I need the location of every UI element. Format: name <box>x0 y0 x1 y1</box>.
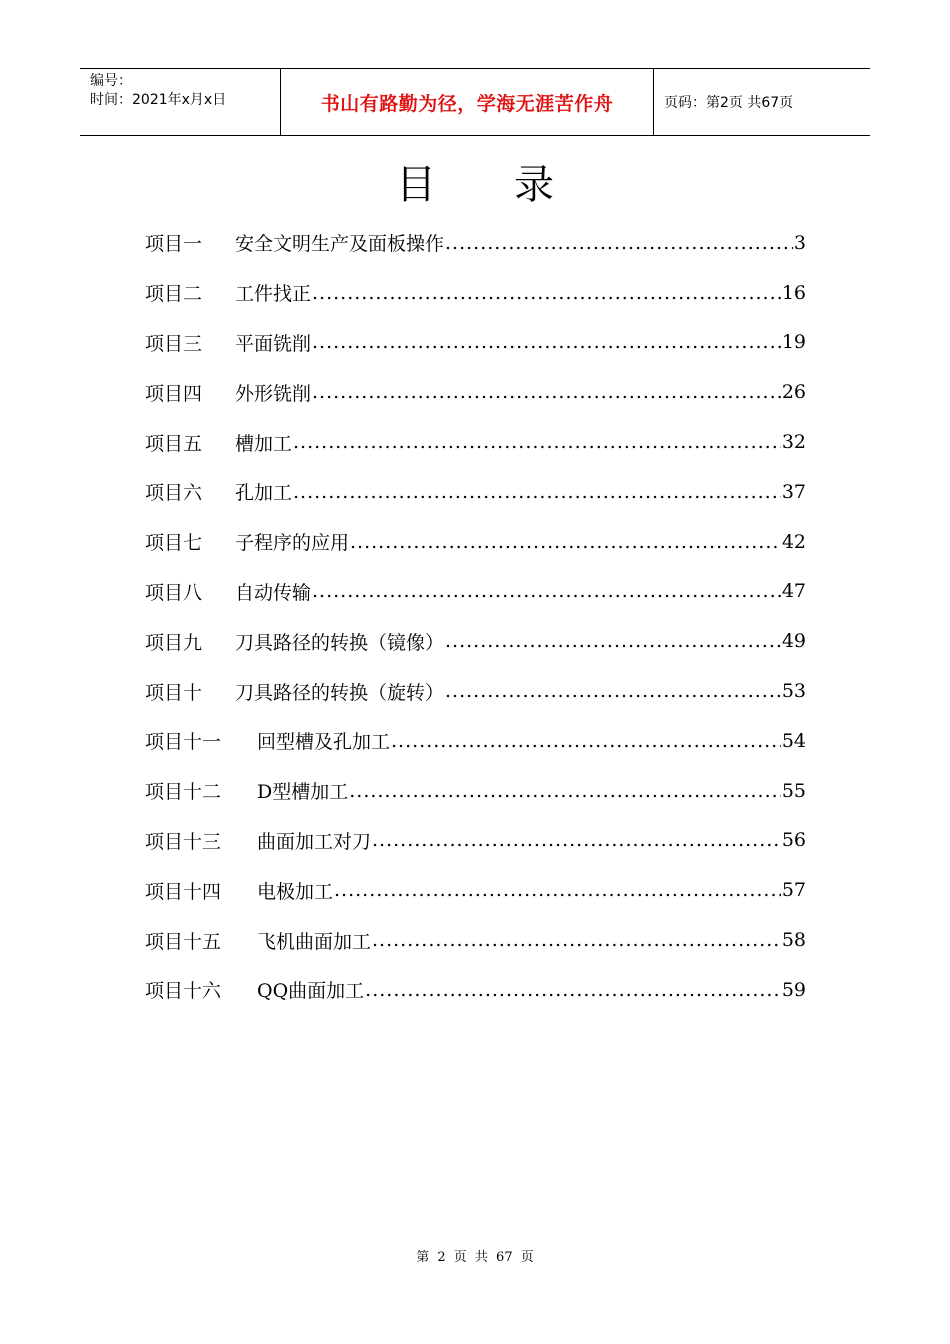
toc-entry-label: 平面铣削 <box>235 332 312 355</box>
toc-entry[interactable] <box>145 915 806 965</box>
code-label: 编号： <box>90 73 132 89</box>
toc-dot-leader <box>312 331 781 353</box>
toc-dot-leader <box>334 879 781 901</box>
toc-entry-page: 49 <box>781 630 806 653</box>
toc-entry-label: 工件找正 <box>235 283 312 306</box>
toc-entry-number: 项目四 <box>145 382 203 405</box>
toc-entry[interactable] <box>145 517 806 567</box>
header-page-info: 页码：第2页 共67页 <box>664 95 794 111</box>
toc-entry-page: 53 <box>781 680 806 703</box>
toc-dot-leader <box>391 730 781 752</box>
toc-entry-number: 项目六 <box>145 482 203 505</box>
toc-entry-label: 曲面加工对刀 <box>257 830 372 853</box>
toc-entry[interactable] <box>145 268 806 318</box>
toc-entry[interactable] <box>145 467 806 517</box>
toc-entry-page: 57 <box>781 879 806 902</box>
toc-entry-page: 56 <box>781 829 806 852</box>
toc-entry-label: 槽加工 <box>235 432 293 455</box>
toc-dot-leader <box>312 580 781 602</box>
toc-entry-label: 刀具路径的转换（镜像） <box>235 631 445 654</box>
toc-entry[interactable] <box>145 865 806 915</box>
toc-entry-label: QQ曲面加工 <box>257 980 365 1003</box>
toc-entry-number: 项目十 <box>145 681 203 704</box>
toc-entry[interactable] <box>145 318 806 368</box>
toc-entry-number: 项目三 <box>145 332 203 355</box>
toc-entry-page: 16 <box>781 281 806 304</box>
toc-entry-number: 项目九 <box>145 631 203 654</box>
toc-entry[interactable] <box>145 567 806 617</box>
toc-entry-label: 刀具路径的转换（旋转） <box>235 681 445 704</box>
page-footer: 第 2 页 共 67 页 <box>416 1250 534 1265</box>
toc-entry-number: 项目十五 <box>145 930 222 953</box>
toc-entry[interactable] <box>145 367 806 417</box>
toc-entry[interactable] <box>145 965 806 1015</box>
toc-entry-number: 项目十六 <box>145 980 222 1003</box>
toc-entry[interactable] <box>145 666 806 716</box>
toc-entry-page: 58 <box>781 929 806 952</box>
toc-entry-page: 32 <box>781 431 806 454</box>
toc-dot-leader <box>445 630 781 652</box>
toc-entry-label: 孔加工 <box>235 482 293 505</box>
toc-entry-page: 59 <box>781 978 806 1001</box>
toc-entry-number: 项目二 <box>145 283 203 306</box>
toc-entry-number: 项目一 <box>145 233 203 256</box>
toc-dot-leader <box>312 381 781 403</box>
toc-entry-label: 飞机曲面加工 <box>257 930 372 953</box>
toc-dot-leader <box>312 282 781 304</box>
toc-entry-page: 37 <box>781 480 806 503</box>
toc-entry-label: 自动传输 <box>235 581 312 604</box>
toc-entry-page: 55 <box>781 779 806 802</box>
toc-entry[interactable] <box>145 816 806 866</box>
toc-entry-number: 项目十四 <box>145 880 222 903</box>
toc-entry[interactable] <box>145 417 806 467</box>
toc-entry[interactable] <box>145 766 806 816</box>
toc-entry-label: 回型槽及孔加工 <box>257 731 391 754</box>
toc-entry[interactable] <box>145 616 806 666</box>
toc-entry-page: 42 <box>781 530 806 553</box>
header-meta <box>80 69 281 135</box>
toc-entry-page: 54 <box>781 729 806 752</box>
toc-entry-number: 项目十三 <box>145 830 222 853</box>
toc-entry-page: 26 <box>781 381 806 404</box>
toc-dot-leader <box>445 680 781 702</box>
page-header <box>80 68 870 136</box>
toc-entry-number: 项目十一 <box>145 731 222 754</box>
toc-entry-number: 项目七 <box>145 532 203 555</box>
time-label: 时间：2021年x月x日 <box>90 92 227 108</box>
toc-entry-label: 电极加工 <box>257 880 334 903</box>
page-title: 目录 <box>396 162 632 208</box>
toc-dot-leader <box>445 232 793 254</box>
toc-dot-leader <box>293 431 781 453</box>
toc-entry-label: 安全文明生产及面板操作 <box>235 233 445 256</box>
toc-entry-label: 子程序的应用 <box>235 532 350 555</box>
header-motto: 书山有路勤为径，学海无涯苦作舟 <box>281 69 654 135</box>
toc-entry-number: 项目八 <box>145 581 203 604</box>
toc-dot-leader <box>365 979 781 1001</box>
toc-entry-label: 外形铣削 <box>235 382 312 405</box>
toc-entry[interactable] <box>145 716 806 766</box>
toc-entry-label: D型槽加工 <box>257 781 349 804</box>
table-of-contents <box>145 218 806 1015</box>
toc-entry-page: 19 <box>781 331 806 354</box>
toc-entry-number: 项目十二 <box>145 781 222 804</box>
toc-dot-leader <box>293 481 781 503</box>
toc-dot-leader <box>349 780 781 802</box>
toc-entry[interactable] <box>145 218 806 268</box>
toc-dot-leader <box>350 531 781 553</box>
toc-entry-page: 3 <box>793 231 806 254</box>
toc-dot-leader <box>372 929 781 951</box>
toc-entry-page: 47 <box>781 580 806 603</box>
toc-entry-number: 项目五 <box>145 432 203 455</box>
toc-dot-leader <box>372 829 781 851</box>
